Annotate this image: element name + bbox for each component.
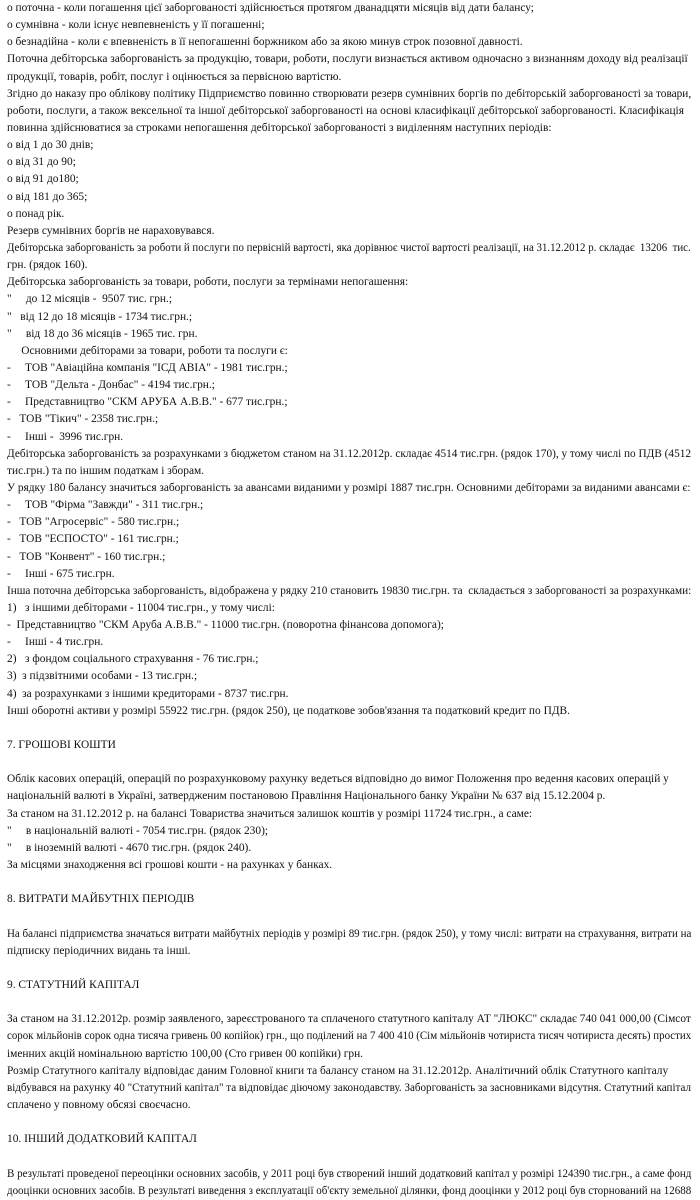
text-line: За станом на 31.12.2012р. розмір заявленого, зареєстрованого та сплаченого статутного капіталу АТ "ЛЮКС" складає 740 041 000,00 (Сімсот [7, 1013, 691, 1026]
text-line: - Інші - 4 тис.грн. [7, 636, 104, 649]
text-line: - ТОВ "Дельта - Донбас" - 4194 тис.грн.; [7, 379, 215, 392]
text-line: - ТОВ "Фірма "Завжди" - 311 тис.грн.; [7, 499, 204, 512]
text-line: грн. (рядок 160). [7, 259, 88, 272]
text-line: - Інші - 675 тис.грн. [7, 567, 115, 580]
text-line: " в іноземній валюті - 4670 тис.грн. (рядок 240). [7, 841, 252, 854]
text-line: 4) за розрахунками з іншими кредиторами - 8737 тис.грн. [7, 687, 289, 700]
text-line: " від 12 до 18 місяців - 1734 тис.грн.; [7, 310, 193, 323]
blank-line [7, 874, 691, 891]
section-heading: 8. ВИТРАТИ МАЙБУТНІХ ПЕРІОДІВ [7, 893, 195, 906]
text-line: підписку періодичних видань та інші. [7, 944, 191, 957]
text-line: повинна здійснюватися за строками непогашення дебіторської заборгованості з виділенням наступних періодів: [7, 121, 552, 134]
text-line: Інша поточна дебіторська заборгованість, відображена у рядку 210 становить 19830 тис.грн. та складається з заборгованості за розрахунками: [7, 584, 692, 597]
blank-line [7, 960, 691, 977]
text-line: - ТОВ "Авіаційна компанія "ІСД АВІА" - 1981 тис.грн.; [7, 361, 288, 374]
text-line: Резерв сумнівних боргів не нараховувався. [7, 224, 215, 237]
text-line: 3) з підзвітними особами - 13 тис.грн.; [7, 670, 198, 683]
text-line: сплачено у повному обсязі своєчасно. [7, 1099, 191, 1111]
text-line: о поточна - коли погашення цієї заборгованості здійснюється протягом дванадцяти місяців від дати балансу; [7, 2, 534, 14]
text-line: За станом на 31.12.2012 р. на балансі Товариства значиться залишок коштів у розмірі 11724 тис.грн., а саме: [7, 807, 533, 820]
blank-line [7, 720, 691, 737]
text-line: Основними дебіторами за товари, роботи та послуги є: [7, 344, 288, 357]
text-line: - Представництво "СКМ Аруба А.В.В." - 11000 тис.грн. (поворотна фінансова допомога); [7, 619, 444, 632]
section-heading: 10. ІНШИЙ ДОДАТКОВИЙ КАПІТАЛ [7, 1133, 197, 1146]
text-line: У рядку 180 балансу значиться заборгованість за авансами виданими у розмірі 1887 тис.грн. Основними дебіторами за виданими авансами є: [7, 481, 691, 494]
text-line: о від 1 до 30 днів; [7, 139, 94, 152]
text-line: Дебіторська заборгованість за товари, роботи, послуги за термінами непогашення: [7, 276, 409, 289]
text-line: Поточна дебіторська заборгованість за продукцію, товари, роботи, послуги визнається активом одночасно з визнанням доходу від реалізації [7, 53, 688, 66]
text-line: іменних акцій номінальною вартістю 100,00 (Сто гривен 00 копійки) грн. [7, 1047, 364, 1060]
text-line: - Інші - 3996 тис.грн. [7, 430, 124, 443]
text-line: В результаті проведеної переоцінки основних засобів, у 2011 році був створений інший додатковий капітал у розмірі 124390 тис.грн., а саме фонд [7, 1167, 692, 1180]
blank-line [7, 754, 691, 771]
text-line: о безнадійна - коли є впевненість в її непогашенні боржником або за якою минув строк позовної давності. [7, 36, 523, 49]
text-line: роботи, послуги, а також вексельної та іншої дебіторської заборгованості на основі класифікації дебіторської заборгованості. Класифікація [7, 104, 684, 117]
text-line: тис.грн.) та по іншим податкам і зборам. [7, 464, 205, 477]
text-line: о від 91 до180; [7, 173, 79, 186]
text-line: Інші оборотні активи у розмірі 55922 тис.грн. (рядок 250), це податкове зобов'язання та податковий кредит по ПДВ. [7, 704, 571, 717]
text-line: Облік касових операцій, операцій по розрахунковому рахунку ведеться відповідно до вимог Положення про ведення касових операцій у [7, 773, 669, 786]
text-line: Дебіторська заборгованість за розрахунками з бюджетом станом на 31.12.2012р. складає 4514 тис.грн. (рядок 170), у тому числі по ПДВ (4512 [7, 447, 691, 460]
text-line: відбувався на рахунку 40 "Статутний капітал" та відповідає діючому законодавству. Заборгованість за засновниками відсутня. Статутний капітал [7, 1081, 692, 1094]
text-line: " до 12 місяців - 9507 тис. грн.; [7, 293, 173, 306]
blank-line [7, 994, 691, 1011]
text-line: На балансі підприємства значаться витрати майбутніх періодів у розмірі 89 тис.грн. (рядок 250), у тому числі: витрати на страхування, витрати на [7, 927, 692, 940]
text-line: За місцями знаходження всі грошові кошти - на рахунках у банках. [7, 859, 333, 872]
blank-line [7, 1114, 691, 1131]
text-line: о понад рік. [7, 207, 65, 220]
section-heading: 7. ГРОШОВІ КОШТИ [7, 739, 116, 752]
text-line: о сумнівна - коли існує невпевненість у її погашенні; [7, 19, 265, 32]
text-line: національній валюті в Україні, затвердженим постановою Правління Національного банку України № 637 від 15.12.2004 р. [7, 790, 606, 803]
text-line: - Представництво "СКМ АРУБА А.В.В." - 677 тис.грн.; [7, 396, 288, 409]
text-line: - ТОВ "Тікич" - 2358 тис.грн.; [7, 413, 159, 426]
text-line: дооцінки основних засобів. В результаті виведення з експлуатації об'єкту земельної ділянки, фонд дооцінки у 2012 році був сторнований на 12688 [7, 1184, 692, 1197]
text-line: 1) з іншими дебіторами - 11004 тис.грн., у тому числі: [7, 601, 275, 614]
text-line: продукції, товарів, робіт, послуг і оцінюється за первісною вартістю. [7, 70, 342, 83]
text-line: о від 181 до 365; [7, 190, 88, 203]
text-line: Дебіторська заборгованість за роботи й послуги по первісній вартості, яка дорівнює чистої вартості реалізації, на 31.12.2012 р. складає 13206 тис. [7, 241, 691, 254]
text-line: " від 18 до 36 місяців - 1965 тис. грн. [7, 327, 198, 340]
text-line: - ТОВ "Агросервіс" - 580 тис.грн.; [7, 516, 180, 529]
blank-line [7, 1148, 691, 1165]
text-line: Розмір Статутного капіталу відповідає даним Головної книги та балансу станом на 31.12.2012р. Аналітичний облік Статутного капіталу [7, 1064, 669, 1077]
text-line: " в національній валюті - 7054 тис.грн. (рядок 230); [7, 824, 269, 837]
text-line: - ТОВ "ЕСПОСТО" - 161 тис.грн.; [7, 533, 179, 546]
text-line: о від 31 до 90; [7, 156, 76, 169]
section-heading: 9. СТАТУТНИЙ КАПІТАЛ [7, 979, 140, 992]
text-line: - ТОВ "Конвент" - 160 тис.грн.; [7, 550, 166, 563]
text-line: 2) з фондом соціального страхування - 76 тис.грн.; [7, 653, 259, 666]
blank-line [7, 908, 691, 925]
document-page [7, 0, 691, 1200]
text-line: сорок мільйонів сорок одна тисяча гривень 00 копійок) грн., що поділений на 7 400 410 (Сім мільйонів чотириста тисяч чотириста десять) простих [7, 1030, 692, 1043]
text-line: Згідно до наказу про облікову політику Підприємство повинно створювати резерв сумнівних боргів по дебіторській заборгованості за товари, [7, 87, 692, 100]
